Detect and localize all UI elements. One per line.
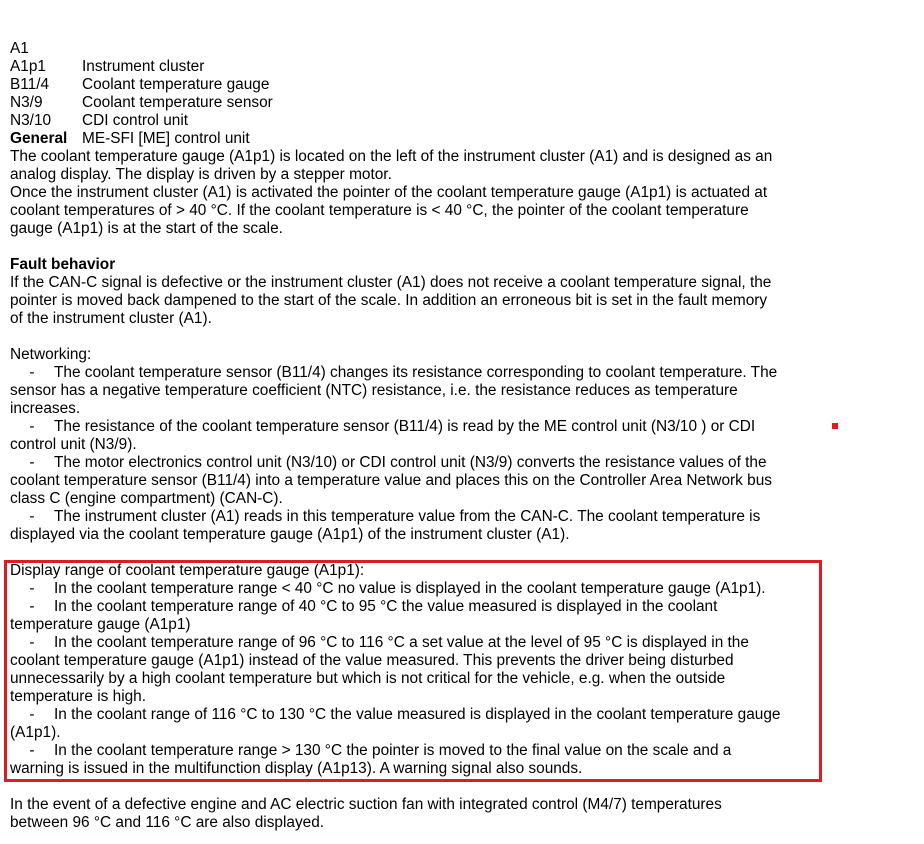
paragraph-line: analog display. The display is driven by a stepper motor. [10,166,392,183]
bullet-text: In the coolant temperature range of 40 °C to 95 °C the value measured is displayed in the coolant [54,598,718,615]
paragraph-line: Once the instrument cluster (A1) is activated the pointer of the coolant temperature gauge (A1p1) is actuated at [10,184,768,201]
bullet-dash: - [29,634,35,651]
fault-heading: Fault behavior [10,256,116,273]
abbr-code: A1p1 [10,58,46,75]
abbr-desc: Coolant temperature sensor [82,94,273,111]
bullet-line [10,598,717,616]
bullet-text: The instrument cluster (A1) reads in this temperature value from the CAN-C. The coolant temperature is [54,508,761,525]
paragraph-line: In the event of a defective engine and AC electric suction fan with integrated control (M4/7) temperatures [10,796,722,813]
display-range-heading: Display range of coolant temperature gauge (A1p1): [10,562,365,579]
bullet-line [10,634,749,652]
bullet-dash: - [29,364,35,381]
bullet-line [10,364,777,382]
paragraph-line: class C (engine compartment) (CAN-C). [10,490,283,507]
bullet-dash: - [29,598,35,615]
abbr-code: N3/10 [10,112,52,129]
abbr-desc: ME-SFI [ME] control unit [82,130,250,147]
abbr-code: B11/4 [10,76,50,93]
abbr-code: A1 [10,40,29,57]
paragraph-line: coolant temperatures of > 40 °C. If the coolant temperature is < 40 °C, the pointer of the coolant temperature [10,202,749,219]
paragraph-line: pointer is moved back dampened to the start of the scale. In addition an erroneous bit is set in the fault memory [10,292,768,309]
abbr-code: N3/9 [10,94,43,111]
bullet-dash: - [29,454,35,471]
bullet-text: In the coolant temperature range < 40 °C no value is displayed in the coolant temperature gauge (A1p1). [54,580,766,597]
paragraph-line: sensor has a negative temperature coefficient (NTC) resistance, i.e. the resistance reduces as temperature [10,382,738,399]
paragraph-line: coolant temperature gauge (A1p1) instead of the value measured. This prevents the driver being disturbed [10,652,734,669]
networking-heading: Networking: [10,346,92,363]
general-heading: General [10,130,68,147]
abbr-desc: CDI control unit [82,112,189,129]
abbr-desc: Coolant temperature gauge [82,76,270,93]
bullet-text: The resistance of the coolant temperature sensor (B11/4) is read by the ME control unit (N3/10 ) or CDI [54,418,756,435]
paragraph-line: control unit (N3/9). [10,436,137,453]
bullet-line [10,742,731,760]
bullet-dash: - [29,580,35,597]
bullet-text: In the coolant temperature range > 130 °C the pointer is moved to the final value on the scale and a [54,742,732,759]
bullet-text: The motor electronics control unit (N3/10) or CDI control unit (N3/9) converts the resistance values of the [54,454,767,471]
abbr-desc: Instrument cluster [82,58,205,75]
bullet-dash: - [29,418,35,435]
paragraph-line: coolant temperature sensor (B11/4) into a temperature value and places this on the Controller Area Network bus [10,472,772,489]
paragraph-line: (A1p1). [10,724,61,741]
paragraph-line: between 96 °C and 116 °C are also displayed. [10,814,325,831]
paragraph-line: displayed via the coolant temperature gauge (A1p1) of the instrument cluster (A1). [10,526,570,543]
paragraph-line: warning is issued in the multifunction display (A1p13). A warning signal also sounds. [10,760,583,777]
bullet-text: The coolant temperature sensor (B11/4) changes its resistance corresponding to coolant temperature. The [54,364,778,381]
bullet-dash: - [29,706,35,723]
red-marker [832,423,838,429]
paragraph-line: of the instrument cluster (A1). [10,310,212,327]
bullet-text: In the coolant range of 116 °C to 130 °C the value measured is displayed in the coolant temperature gauge [54,706,781,723]
bullet-dash: - [29,508,35,525]
bullet-text: In the coolant temperature range of 96 °C to 116 °C a set value at the level of 95 °C is displayed in the [54,634,749,651]
bullet-line [10,580,766,598]
paragraph-line: If the CAN-C signal is defective or the instrument cluster (A1) does not receive a coolant temperature signal, the [10,274,772,291]
bullet-line [10,454,767,472]
paragraph-line: unnecessarily by a high coolant temperature but which is not critical for the vehicle, e.g. when the outside [10,670,726,687]
bullet-line [10,706,780,724]
bullet-line [10,508,760,526]
paragraph-line: increases. [10,400,81,417]
paragraph-line: gauge (A1p1) is at the start of the scale. [10,220,283,237]
bullet-dash: - [29,742,35,759]
bullet-line [10,418,755,436]
paragraph-line: temperature gauge (A1p1) [10,616,191,633]
paragraph-line: The coolant temperature gauge (A1p1) is located on the left of the instrument cluster (A1) and is designed as an [10,148,773,165]
paragraph-line: temperature is high. [10,688,147,705]
